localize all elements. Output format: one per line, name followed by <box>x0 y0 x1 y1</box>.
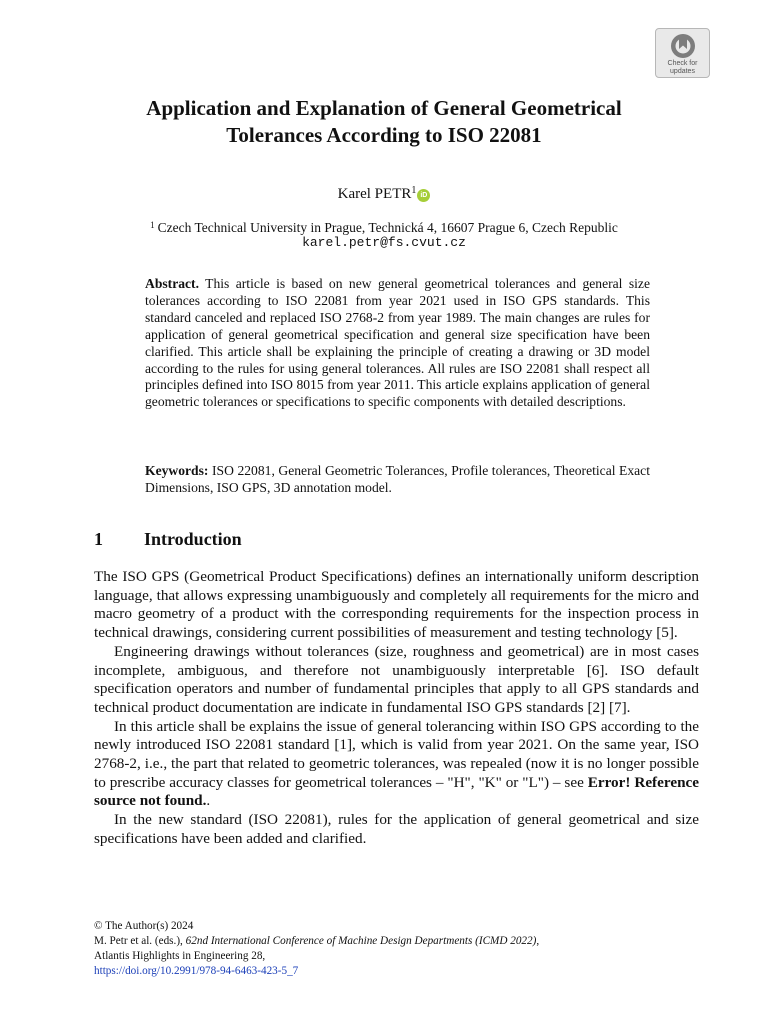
author-email[interactable]: karel.petr@fs.cvut.cz <box>302 235 466 250</box>
abstract <box>145 276 650 411</box>
title-line-2: Tolerances According to ISO 22081 <box>226 123 542 147</box>
citation-prefix: M. Petr et al. (eds.), <box>94 935 186 947</box>
keywords <box>145 463 650 497</box>
abstract-text: This article is based on new general geometrical tolerances and general size tolerances according to ISO 22081 from year 2021 used in ISO GPS standards. This standard canceled and replaced ISO 2768-2 from year 1989. The main changes are rules for application of general geometrical specification and general size specification have been clarified. This article shall be explaining the principle of creating a drawing or 3D model according to the rules for using general tolerances. All rules are ISO 22081 shall respect all principles defined into ISO 8015 from year 2011. This article explains application of general geometric tolerances or specifications to specific components with detailed descriptions. <box>145 276 650 410</box>
paragraph-1: The ISO GPS (Geometrical Product Specifications) defines an internationally uniform description language, that allows expressing unambiguously and completely all requirements for the micro and macro geometry of a product with the corresponding requirements for the inspection process in technical drawings, considering current possibilities of measurement and testing technology [5]. <box>94 568 699 642</box>
affiliation-marker: 1 <box>150 220 155 230</box>
doi-link[interactable]: https://doi.org/10.2991/978-94-6463-423-5_7 <box>94 965 299 977</box>
citation <box>94 934 714 949</box>
author-line <box>0 181 768 204</box>
paragraph-4: In the new standard (ISO 22081), rules for the application of general geometrical and size specifications have been added and clarified. <box>94 811 699 847</box>
bookmark-ring-icon <box>670 33 696 59</box>
title-line-1: Application and Explanation of General Geometrical <box>146 96 622 120</box>
copyright: © The Author(s) 2024 <box>94 920 194 932</box>
badge-label-line1: Check for <box>667 60 698 67</box>
author-affiliation-marker: 1 <box>411 185 417 196</box>
paper-title <box>60 95 708 149</box>
abstract-label: Abstract. <box>145 276 199 291</box>
paragraph-2: Engineering drawings without tolerances (size, roughness and geometrical) are in most cases incomplete, ambiguous, and therefore not unambiguously interpretable [6]. ISO default specification operators and number of fundamental principles that apply to all GPS standards and technical product documentation are indicate in fundamental ISO GPS standards [2] [7]. <box>94 642 699 716</box>
badge-label-line2: updates <box>670 68 695 75</box>
paragraph-3 <box>94 718 699 812</box>
section-number: 1 <box>94 529 103 549</box>
section-title: Introduction <box>144 529 242 549</box>
keywords-label: Keywords: <box>145 463 209 478</box>
keywords-text: ISO 22081, General Geometric Tolerances, Profile tolerances, Theoretical Exact Dimensions, ISO GPS, 3D annotation model. <box>145 463 650 495</box>
series: Atlantis Highlights in Engineering 28, <box>94 950 266 962</box>
check-for-updates-badge[interactable] <box>655 28 710 78</box>
citation-title: 62nd International Conference of Machine Design Departments (ICMD 2022) <box>185 935 537 947</box>
affiliation-text: Czech Technical University in Prague, Technická 4, 16607 Prague 6, Czech Republic <box>157 220 618 235</box>
footer <box>94 919 714 979</box>
orcid-icon[interactable]: iD <box>417 189 430 202</box>
reference-error: Error! Reference source not found. <box>94 773 699 810</box>
section-heading <box>94 527 242 551</box>
author-name: Karel PETR <box>337 186 412 202</box>
paragraph-3-end: . <box>206 792 211 810</box>
citation-suffix: , <box>536 935 540 947</box>
paragraph-3-text: In this article shall be explains the issue of general tolerancing within ISO GPS according to the newly introduced ISO 22081 standard [1], which is valid from year 2021. On the same year, ISO 2768-2, i.e., the part that related to geometric tolerances, was repealed (now it is no longer possible to prescribe accuracy classes for geometrical tolerances – "H", "K" or "L") – see <box>94 717 699 791</box>
body-text <box>94 568 699 849</box>
